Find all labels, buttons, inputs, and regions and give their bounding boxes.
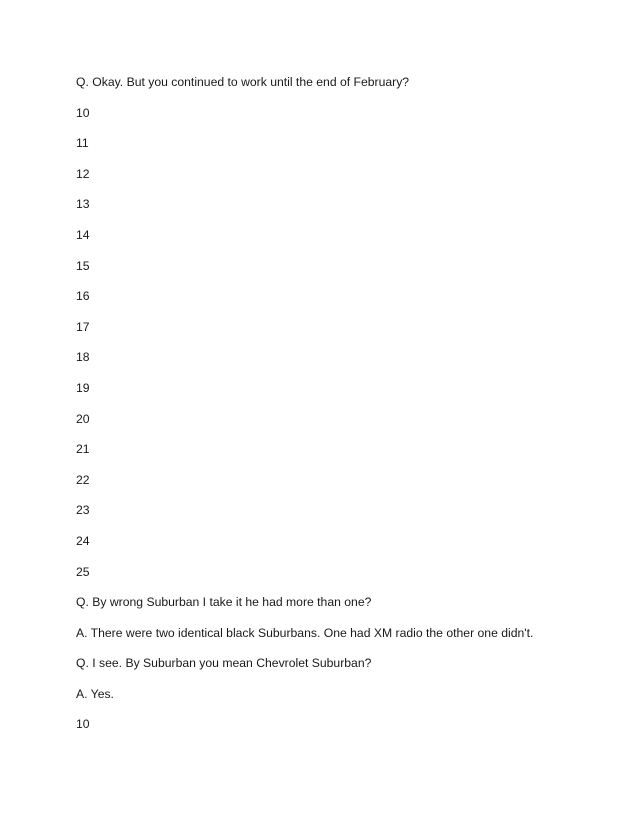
transcript-line-question-chevrolet: Q. I see. By Suburban you mean Chevrolet Suburban? (76, 656, 372, 671)
transcript-lines (76, 73, 533, 746)
line-number: 23 (76, 503, 90, 518)
line-number: 20 (76, 411, 90, 426)
line-number: 16 (76, 289, 90, 304)
transcript-line-question-work: Q. Okay. But you continued to work until the end of February? (76, 75, 410, 89)
line-number: 12 (76, 166, 90, 181)
line-number: 13 (76, 197, 90, 212)
line-number: 24 (76, 533, 90, 548)
line-number: 18 (76, 350, 90, 365)
line-number: 10 (76, 717, 90, 732)
transcript-line-answer-yes: A. Yes. (76, 686, 114, 701)
transcript-line-question-suburban: Q. By wrong Suburban I take it he had more than one? (76, 595, 372, 610)
line-number: 15 (76, 258, 90, 273)
line-number: 22 (76, 472, 90, 487)
transcript-line-answer-suburbans: A. There were two identical black Suburbans. One had XM radio the other one didn't. (76, 625, 534, 640)
line-number: 11 (76, 136, 89, 151)
line-number: 14 (76, 227, 90, 242)
line-number: 10 (76, 105, 90, 120)
line-number: 17 (76, 319, 90, 334)
line-number: 21 (76, 442, 90, 457)
line-number: 25 (76, 564, 90, 579)
line-number: 19 (76, 380, 90, 395)
